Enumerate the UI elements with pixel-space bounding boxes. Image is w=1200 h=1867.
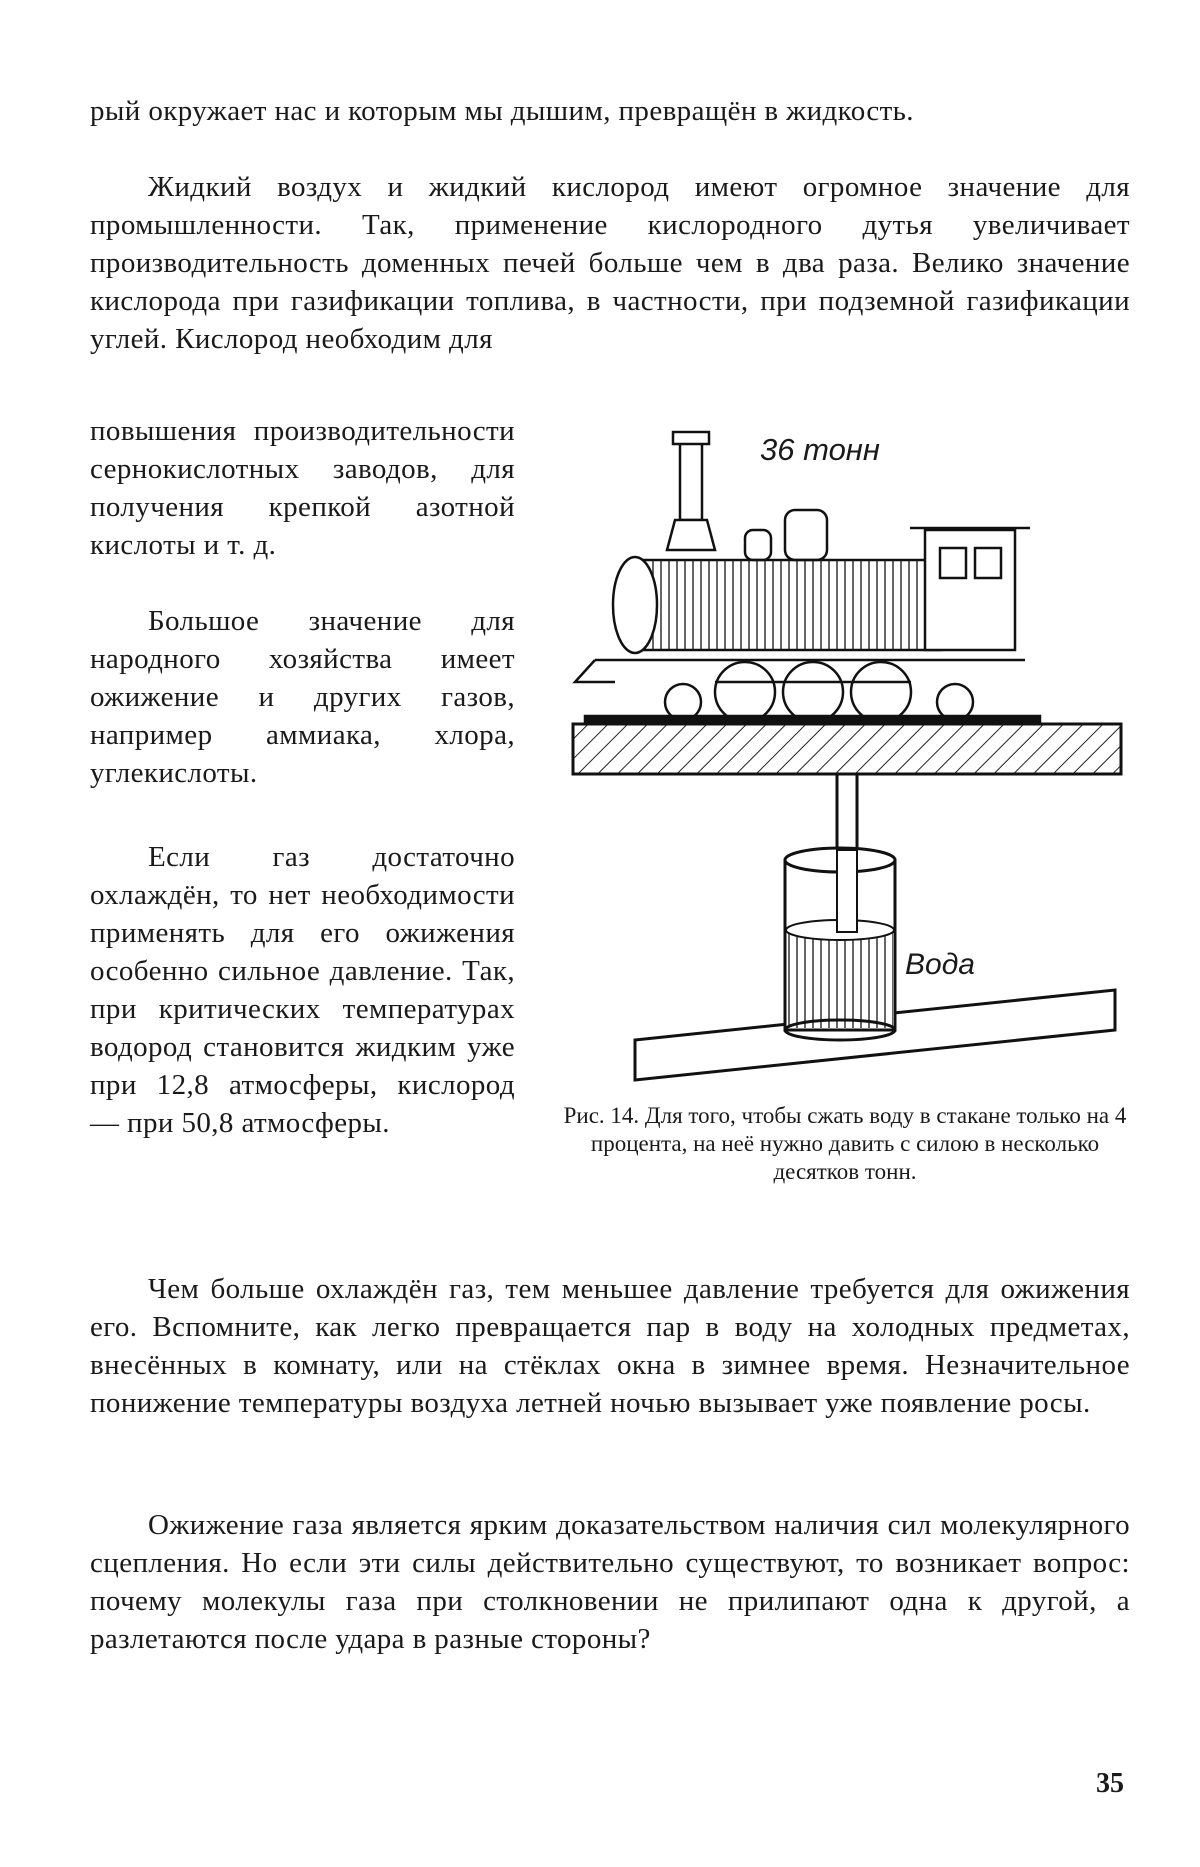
paragraph-molecular-cohesion: Ожижение газа является ярким доказательством наличия сил молекулярного сцепления. Но если эти силы действительно существуют, то возникает вопрос: почему молекулы газа при столкновении не прилипают одна к другой, а разлетаются после удара в разные стороны? — [90, 1509, 1130, 1655]
figure-caption: Рис. 14. Для того, чтобы сжать воду в стакане только на 4 процента, на неё нужно давить с силою в несколько десятков тонн. — [563, 1103, 1127, 1184]
locomotive-press-illustration — [555, 420, 1135, 1120]
paragraph-cooling: Чем больше охлаждён газ, тем меньшее давление требуется для ожижения его. Вспомните, как легко превращается пар в воду на холодных предметах, внесённых в комнату, или на стёклах окна в зимнее время. Незначительное понижение температуры воздуха летней ночью вызывает уже появление росы. — [90, 1273, 1130, 1419]
paragraph-sulfuric-acid: повышения производительности сернокислотных заводов, для получения крепкой азотной кислоты и т. д. — [90, 415, 515, 561]
locomotive-icon — [575, 432, 1040, 724]
paragraph-critical-temperature: Если газ достаточно охлаждён, то нет необходимости применять для его ожижения особенно сильное давление. Так, при критических температурах водород становится жидким уже при 12,8 атмосферы, кислород — при 50,8 атмосферы. — [90, 841, 515, 1139]
glass-icon — [785, 848, 895, 1040]
paragraph-continuation: рый окружает нас и которым мы дышим, превращён в жидкость. — [90, 95, 914, 127]
platform-icon — [573, 724, 1121, 774]
page-number: 35 — [1096, 1768, 1124, 1799]
paragraph-liquid-air: Жидкий воздух и жидкий кислород имеют огромное значение для промышленности. Так, применение кислородного дутья увеличивает производительность доменных печей больше чем в два раза. Велико значение кислорода при газификации топлива, в частности, при подземной газификации углей. Кислород необходим для — [90, 171, 1130, 355]
water-label: Вода — [905, 948, 975, 981]
figure-14 — [555, 420, 1135, 1120]
weight-label: 36 тонн — [760, 432, 880, 467]
paragraph-other-gases: Большое значение для народного хозяйства имеет ожижение и других газов, например аммиака, хлора, углекислоты. — [90, 605, 515, 789]
